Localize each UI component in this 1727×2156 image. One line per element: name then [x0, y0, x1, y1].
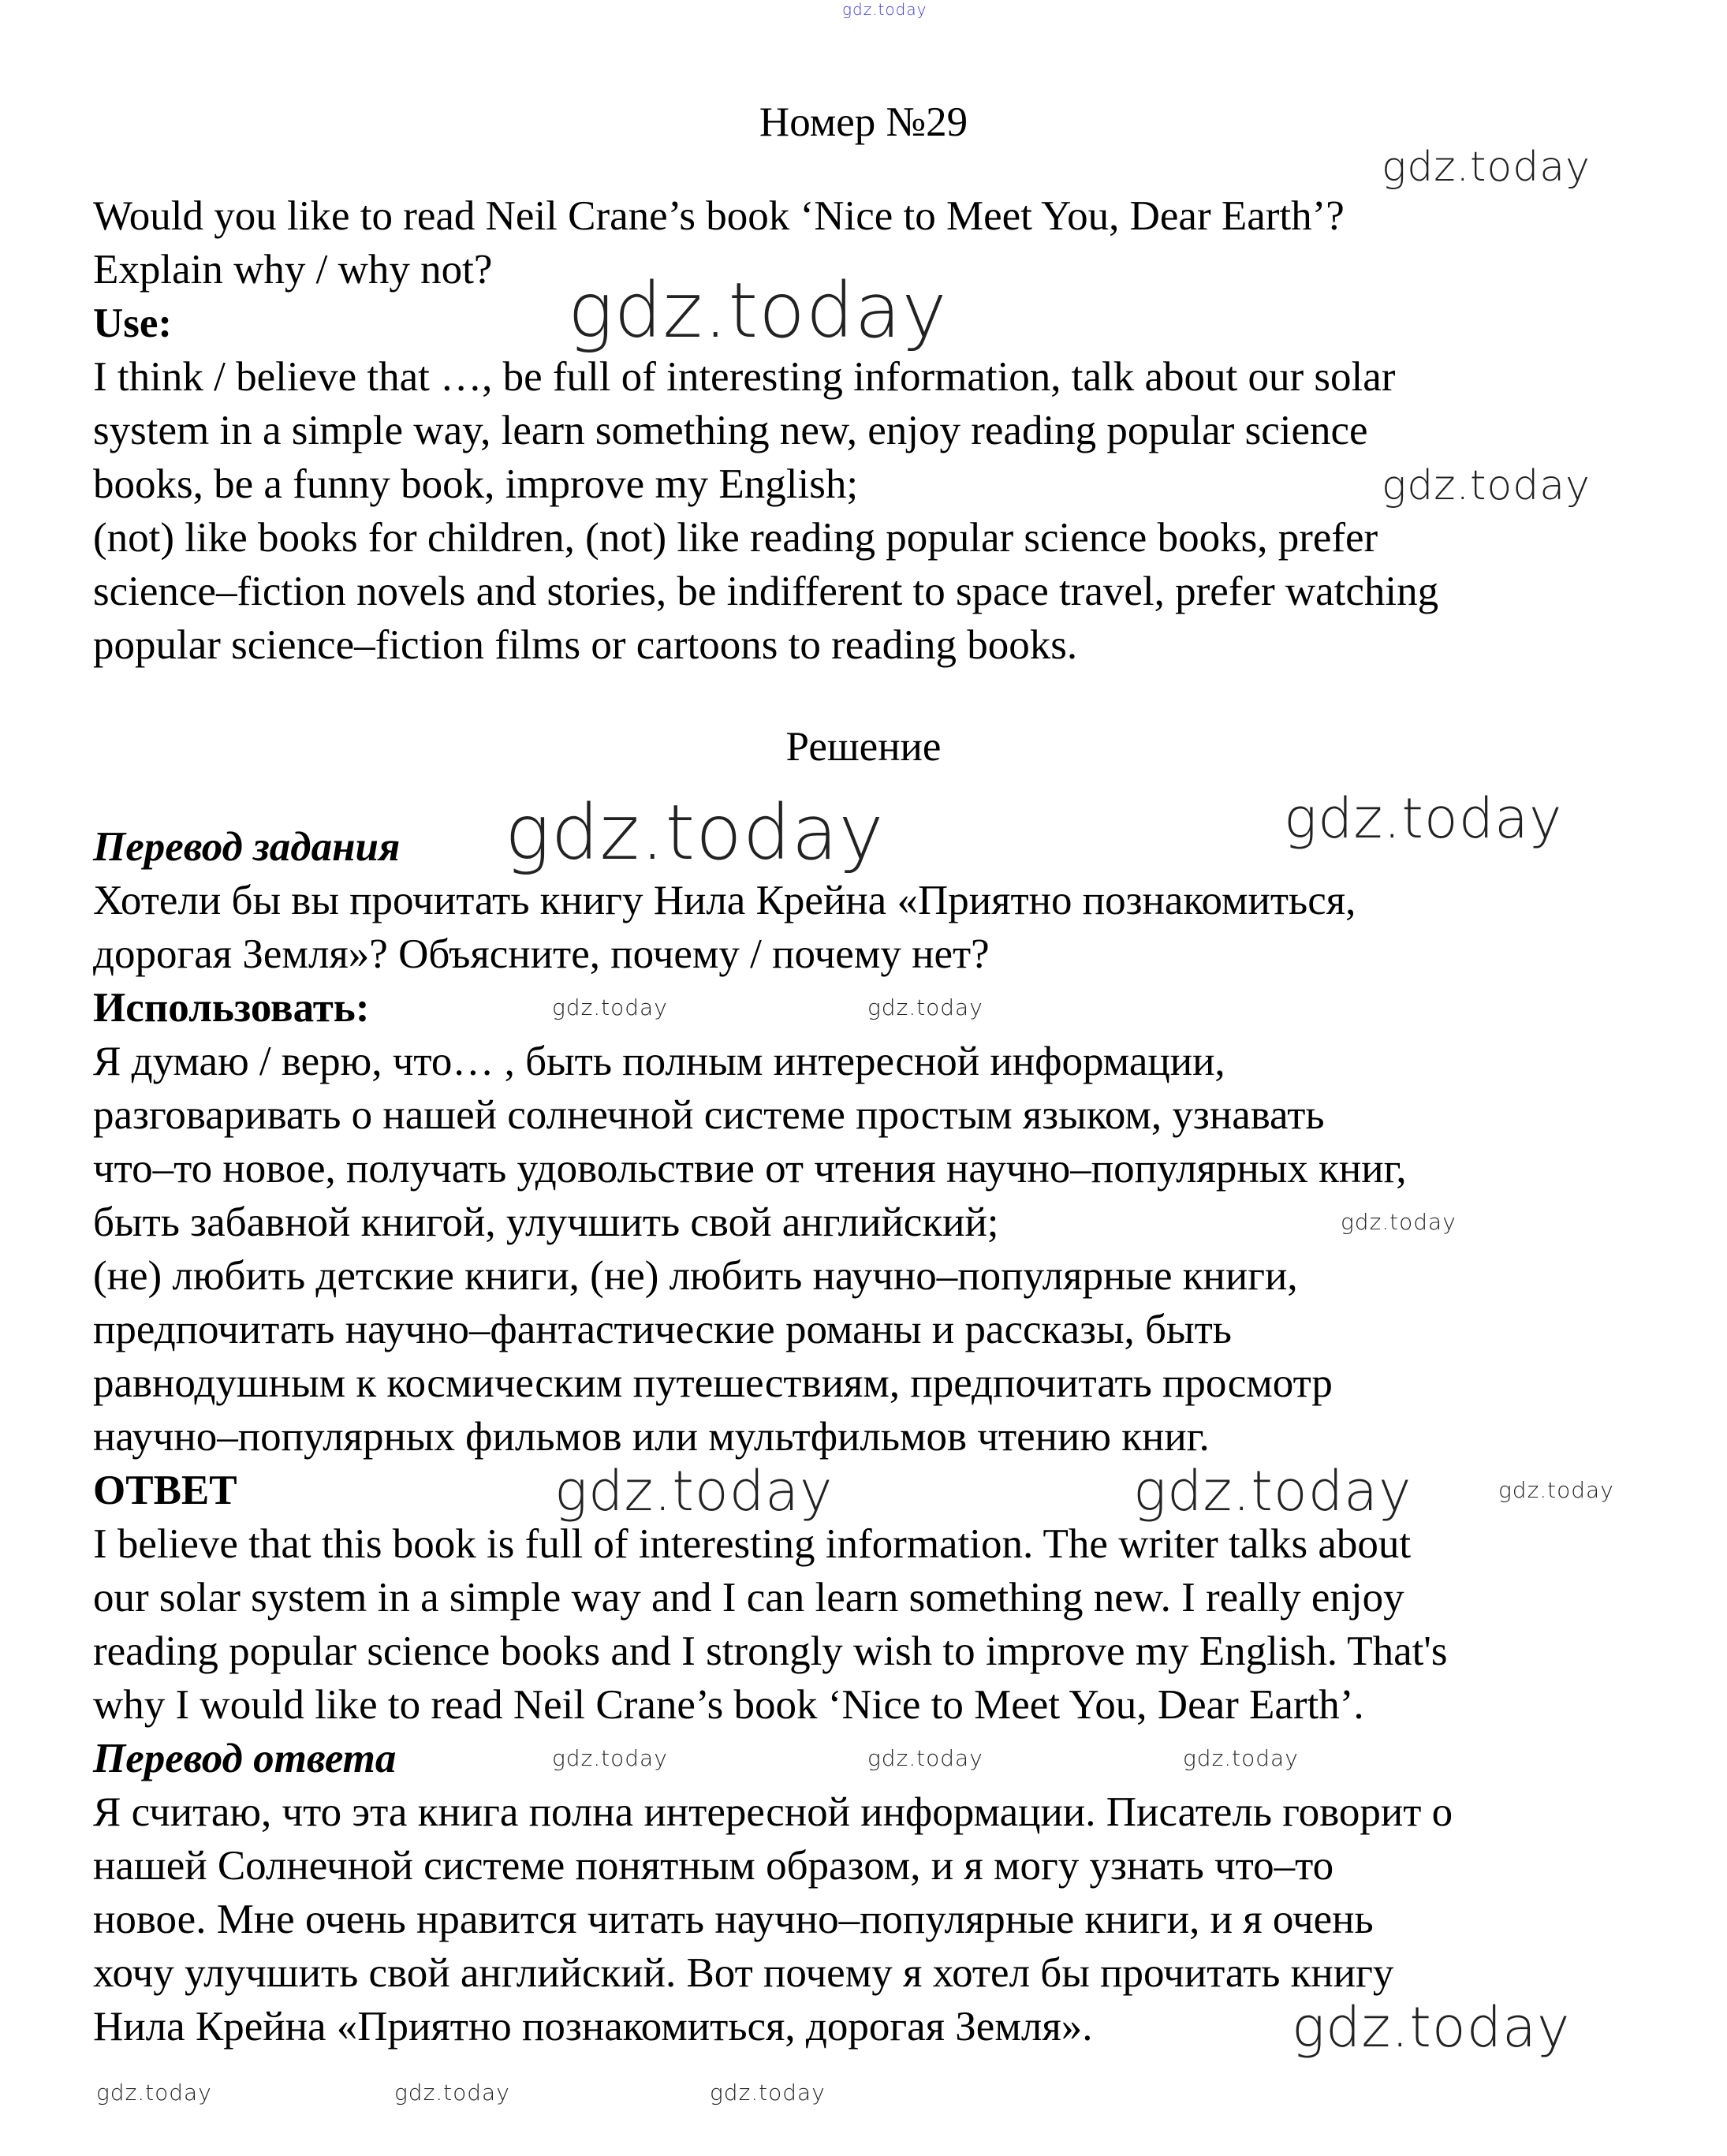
watermark: gdz.today — [1284, 786, 1563, 851]
watermark: gdz.today — [867, 1745, 983, 1771]
solution-line: разговаривать о нашей солнечной системе простым языком, узнавать — [93, 1092, 1325, 1138]
task-line: Explain why / why not? — [93, 247, 493, 293]
watermark: gdz.today — [552, 994, 668, 1020]
task-line: Would you like to read Neil Crane’s book ‘Nice to Meet You, Dear Earth’? — [93, 193, 1345, 239]
solution-line: Я считаю, что эта книга полна интересной информации. Писатель говорит о — [93, 1789, 1453, 1835]
use-translation-label: Использовать: — [93, 985, 370, 1031]
solution-heading: Решение — [785, 724, 942, 770]
solution-line: равнодушным к космическим путешествиям, предпочитать просмотр — [93, 1360, 1333, 1406]
solution-line: Хотели бы вы прочитать книгу Нила Крейна «Приятно познакомиться, — [93, 878, 1356, 923]
solution-line: our solar system in a simple way and I can learn something new. I really enjoy — [93, 1575, 1404, 1621]
task-line: system in a simple way, learn something new, enjoy reading popular science — [93, 408, 1368, 453]
watermark: gdz.today — [552, 1745, 668, 1771]
solution-line: что–то новое, получать удовольствие от чтения научно–популярных книг, — [93, 1146, 1407, 1192]
watermark: gdz.today — [710, 2080, 826, 2106]
watermark: gdz.today — [1341, 1209, 1457, 1235]
watermark: gdz.today — [1382, 462, 1591, 509]
solution-line: Нила Крейна «Приятно познакомиться, дорогая Земля». — [93, 2004, 1093, 2050]
solution-line: новое. Мне очень нравится читать научно–популярные книги, и я очень — [93, 1897, 1374, 1942]
solution-line: хочу улучшить свой английский. Вот почему я хотел бы прочитать книгу — [93, 1950, 1394, 1996]
task-line: I think / believe that …, be full of interesting information, talk about our solar — [93, 354, 1396, 400]
watermark: gdz.today — [1183, 1745, 1299, 1771]
watermark: gdz.today — [1133, 1459, 1412, 1524]
watermark: gdz.today — [842, 0, 927, 19]
task-line: books, be a funny book, improve my English; — [93, 461, 859, 507]
page-title: Номер №29 — [759, 99, 968, 145]
solution-line: I believe that this book is full of interesting information. The writer talks about — [93, 1521, 1412, 1567]
watermark: gdz.today — [505, 789, 885, 877]
solution-line: why I would like to read Neil Crane’s book ‘Nice to Meet You, Dear Earth’. — [93, 1682, 1364, 1728]
watermark: gdz.today — [96, 2080, 212, 2106]
task-line: popular science–fiction films or cartoons to reading books. — [93, 622, 1078, 668]
watermark: gdz.today — [1498, 1477, 1614, 1503]
solution-line: дорогая Земля»? Объясните, почему / почему нет? — [93, 931, 990, 977]
answer-translation-heading: Перевод ответа — [93, 1736, 397, 1781]
task-line: (not) like books for children, (not) like reading popular science books, prefer — [93, 515, 1378, 561]
task-translation-heading: Перевод задания — [93, 824, 401, 870]
solution-line: Я думаю / верю, что… , быть полным интересной информации, — [93, 1039, 1225, 1084]
watermark: gdz.today — [568, 267, 948, 355]
watermark: gdz.today — [554, 1459, 834, 1524]
watermark: gdz.today — [1382, 144, 1591, 191]
solution-line: (не) любить детские книги, (не) любить научно–популярные книги, — [93, 1253, 1298, 1299]
answer-heading: ОТВЕТ — [93, 1468, 237, 1513]
watermark: gdz.today — [394, 2080, 510, 2106]
solution-line: нашей Солнечной системе понятным образом, и я могу узнать что–то — [93, 1843, 1334, 1889]
task-line: science–fiction novels and stories, be indifferent to space travel, prefer watching — [93, 569, 1439, 614]
watermark: gdz.today — [867, 994, 983, 1020]
solution-line: предпочитать научно–фантастические романы и рассказы, быть — [93, 1307, 1232, 1352]
use-label: Use: — [93, 300, 173, 346]
watermark: gdz.today — [1292, 1995, 1571, 2060]
solution-line: научно–популярных фильмов или мультфильмов чтению книг. — [93, 1414, 1210, 1460]
solution-line: reading popular science books and I strongly wish to improve my English. That's — [93, 1628, 1448, 1674]
solution-line: быть забавной книгой, улучшить свой английский; — [93, 1199, 999, 1245]
